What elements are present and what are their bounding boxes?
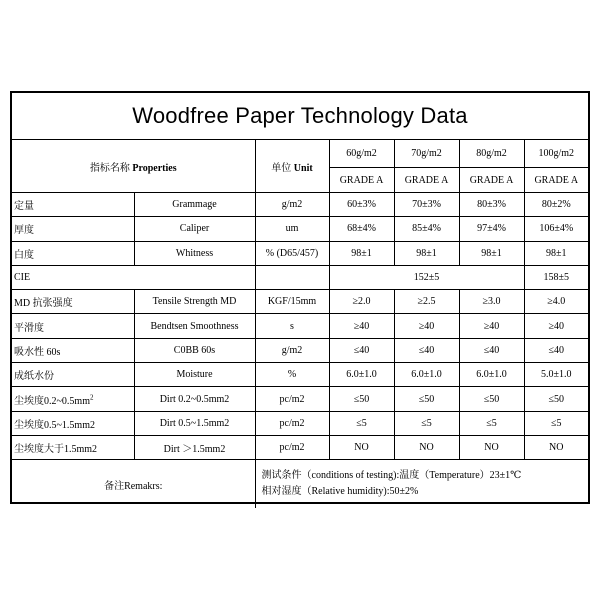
property-cn: 吸水性 60s xyxy=(12,338,134,362)
property-en: C0BB 60s xyxy=(134,338,255,362)
value-cell: 68±4% xyxy=(329,217,394,241)
property-unit: g/m2 xyxy=(255,193,329,217)
properties-header-en: Properties xyxy=(132,162,177,174)
value-cell: 98±1 xyxy=(524,241,588,265)
grade-header: GRADE A xyxy=(329,168,394,193)
value-cell: ≤5 xyxy=(394,411,459,435)
specs-table xyxy=(12,140,588,508)
remarks-line-humidity: 相对湿度（Relative humidity):50±2% xyxy=(261,486,419,498)
unit-header-cn: 单位 xyxy=(271,162,292,174)
value-cell: 6.0±1.0 xyxy=(394,363,459,387)
value-cell: ≥40 xyxy=(394,314,459,338)
table-row-dirt-small xyxy=(12,387,588,411)
properties-header-cn: 指标名称 xyxy=(89,162,130,174)
property-unit: s xyxy=(255,314,329,338)
value-cell: ≥2.5 xyxy=(394,290,459,314)
value-cell: ≤40 xyxy=(329,338,394,362)
property-cn xyxy=(12,387,134,411)
property-en: Moisture xyxy=(134,363,255,387)
table-row-dirt-large xyxy=(12,435,588,459)
value-cell: 60±3% xyxy=(329,193,394,217)
value-cell: ≥2.0 xyxy=(329,290,394,314)
property-cn-text: 尘埃度0.2~0.5mm xyxy=(14,395,90,407)
value-cell: ≤5 xyxy=(329,411,394,435)
table-row-smoothness xyxy=(12,314,588,338)
value-cell: NO xyxy=(394,435,459,459)
property-cn: 尘埃度大于1.5mm2 xyxy=(12,435,134,459)
remarks-label: 备注Remakrs: xyxy=(12,460,255,509)
value-cell-merged: 152±5 xyxy=(329,265,524,289)
value-cell: 98±1 xyxy=(459,241,524,265)
unit-header xyxy=(255,140,329,193)
table-row-moisture xyxy=(12,363,588,387)
superscript: 2 xyxy=(89,393,94,402)
table-row-grammage xyxy=(12,193,588,217)
property-en: Caliper xyxy=(134,217,255,241)
value-cell: 70±3% xyxy=(394,193,459,217)
value-cell: ≤50 xyxy=(524,387,588,411)
value-cell: 6.0±1.0 xyxy=(329,363,394,387)
value-cell: ≥40 xyxy=(459,314,524,338)
property-cn: 平滑度 xyxy=(12,314,134,338)
value-cell: 106±4% xyxy=(524,217,588,241)
table-row-cobb xyxy=(12,338,588,362)
property-unit: % xyxy=(255,363,329,387)
property-en: Dirt 0.5~1.5mm2 xyxy=(134,411,255,435)
property-cn: 厚度 xyxy=(12,217,134,241)
property-cn: 尘埃度0.5~1.5mm2 xyxy=(12,411,134,435)
value-cell: ≤40 xyxy=(459,338,524,362)
value-cell: 98±1 xyxy=(329,241,394,265)
property-unit: pc/m2 xyxy=(255,435,329,459)
value-cell: ≥40 xyxy=(524,314,588,338)
value-cell: ≤50 xyxy=(394,387,459,411)
value-cell: ≤50 xyxy=(329,387,394,411)
unit-header-en: Unit xyxy=(293,162,313,174)
property-en: Whitness xyxy=(134,241,255,265)
property-unit: g/m2 xyxy=(255,338,329,362)
value-cell: ≤40 xyxy=(524,338,588,362)
document-title: Woodfree Paper Technology Data xyxy=(12,93,588,140)
grade-header: GRADE A xyxy=(459,168,524,193)
table-row-whitness xyxy=(12,241,588,265)
weight-header: 80g/m2 xyxy=(459,140,524,168)
table-row-tensile xyxy=(12,290,588,314)
weight-header: 70g/m2 xyxy=(394,140,459,168)
value-cell: 97±4% xyxy=(459,217,524,241)
value-cell: 80±2% xyxy=(524,193,588,217)
remarks-line-conditions: 测试条件（conditions of testing):温度（Temperature）23±1℃ xyxy=(261,470,522,482)
value-cell: ≥40 xyxy=(329,314,394,338)
property-en: Bendtsen Smoothness xyxy=(134,314,255,338)
value-cell: ≤50 xyxy=(459,387,524,411)
value-cell: NO xyxy=(459,435,524,459)
table-row-dirt-medium xyxy=(12,411,588,435)
grade-header: GRADE A xyxy=(394,168,459,193)
property-en: Tensile Strength MD xyxy=(134,290,255,314)
property-en: Grammage xyxy=(134,193,255,217)
grade-header: GRADE A xyxy=(524,168,588,193)
value-cell: ≤40 xyxy=(394,338,459,362)
remarks-text xyxy=(255,460,588,509)
property-cn: 定量 xyxy=(12,193,134,217)
value-cell: 80±3% xyxy=(459,193,524,217)
value-cell: 5.0±1.0 xyxy=(524,363,588,387)
table-row-cie xyxy=(12,265,588,289)
property-en: Dirt ＞1.5mm2 xyxy=(134,435,255,459)
value-cell: ≥4.0 xyxy=(524,290,588,314)
property-en: Dirt 0.2~0.5mm2 xyxy=(134,387,255,411)
value-cell: 158±5 xyxy=(524,265,588,289)
table-row-caliper xyxy=(12,217,588,241)
property-unit: KGF/15mm xyxy=(255,290,329,314)
value-cell: 6.0±1.0 xyxy=(459,363,524,387)
value-cell: 85±4% xyxy=(394,217,459,241)
value-cell: ≤5 xyxy=(524,411,588,435)
weight-header: 60g/m2 xyxy=(329,140,394,168)
remarks-row xyxy=(12,460,588,509)
property-cn: CIE xyxy=(12,265,255,289)
properties-header xyxy=(12,140,255,193)
value-cell: NO xyxy=(524,435,588,459)
property-cn: 白度 xyxy=(12,241,134,265)
property-cn: MD 抗张强度 xyxy=(12,290,134,314)
weight-header: 100g/m2 xyxy=(524,140,588,168)
value-cell: ≥3.0 xyxy=(459,290,524,314)
property-unit xyxy=(255,265,329,289)
data-sheet xyxy=(10,91,590,504)
property-unit: % (D65/457) xyxy=(255,241,329,265)
value-cell: 98±1 xyxy=(394,241,459,265)
value-cell: ≤5 xyxy=(459,411,524,435)
header-row-weights xyxy=(12,140,588,168)
property-unit: um xyxy=(255,217,329,241)
property-unit: pc/m2 xyxy=(255,387,329,411)
property-cn: 成纸水份 xyxy=(12,363,134,387)
property-unit: pc/m2 xyxy=(255,411,329,435)
value-cell: NO xyxy=(329,435,394,459)
